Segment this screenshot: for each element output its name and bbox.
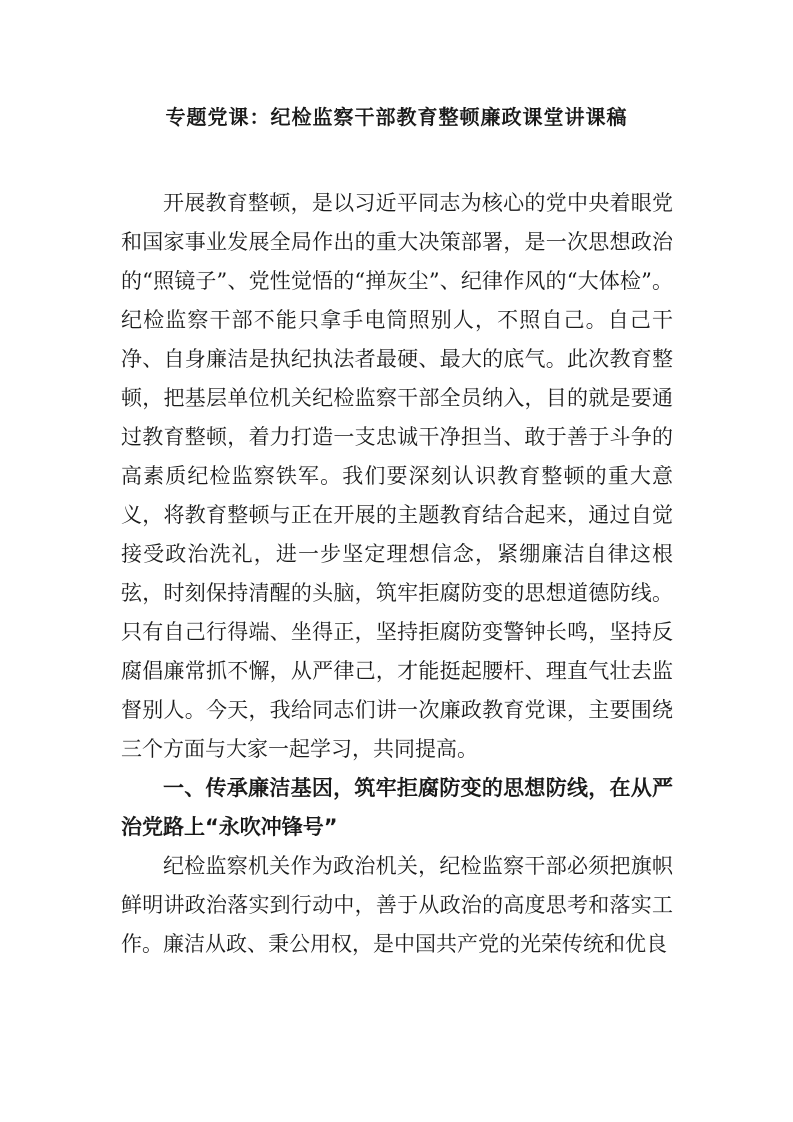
document-title: 专题党课：纪检监察干部教育整顿廉政课堂讲课稿: [165, 105, 628, 129]
section-1-paragraph: 纪检监察机关作为政治机关，纪检监察干部必须把旗帜鲜明讲政治落实到行动中，善于从政治的高度思考和落实工作。廉洁从政、秉公用权，是中国共产党的光荣传统和优良: [121, 854, 673, 956]
document-body: [121, 184, 673, 964]
section-heading-1: 一、传承廉洁基因，筑牢拒腐防变的思想防线，在从严治党路上“永吹冲锋号”: [121, 776, 673, 839]
intro-paragraph: 开展教育整顿，是以习近平同志为核心的党中央着眼党和国家事业发展全局作出的重大决策部署，是一次思想政治的“照镜子”、党性觉悟的“掸灰尘”、纪律作风的“大体检”。纪检监察干部不能只拿手电筒照别人，不照自己。自己干净、自身廉洁是执纪执法者最硬、最大的底气。此次教育整顿，把基层单位机关纪检监察干部全员纳入，目的就是要通过教育整顿，着力打造一支忠诚干净担当、敢于善于斗争的高素质纪检监察铁军。我们要深刻认识教育整顿的重大意义，将教育整顿与正在开展的主题教育结合起来，通过自觉接受政治洗礼，进一步坚定理想信念，紧绷廉洁自律这根弦，时刻保持清醒的头脑，筑牢拒腐防变的思想道德防线。只有自己行得端、坐得正，坚持拒腐防变警钟长鸣，坚持反腐倡廉常抓不懈，从严律己，才能挺起腰杆、理直气壮去监督别人。今天，我给同志们讲一次廉政教育党课，主要围绕三个方面与大家一起学习，共同提高。: [121, 191, 673, 761]
